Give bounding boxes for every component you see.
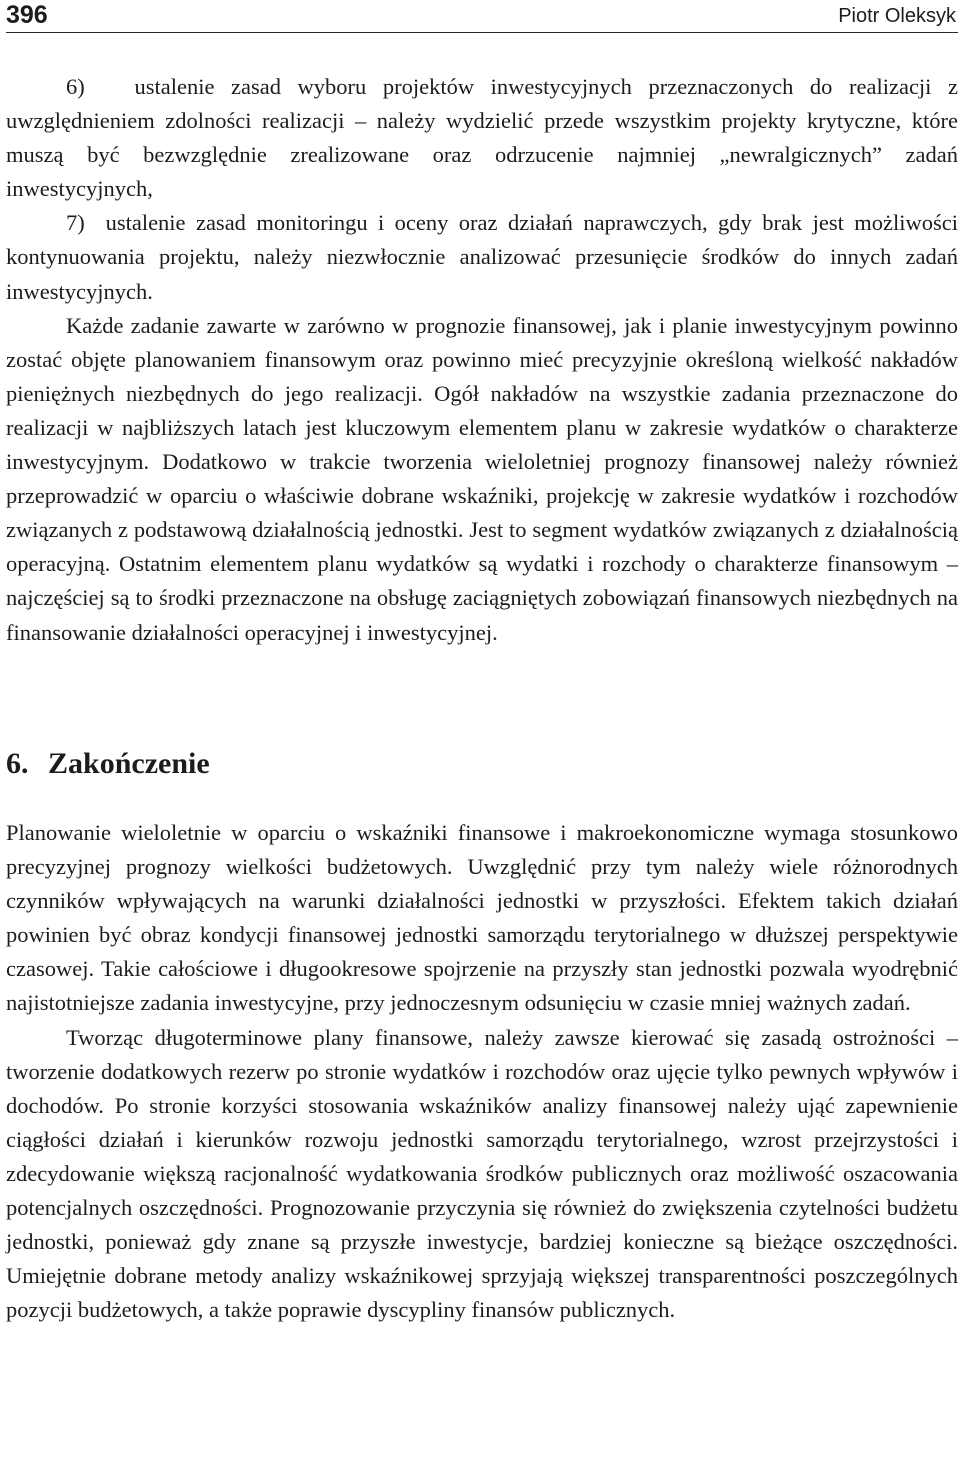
section-title: Zakończenie bbox=[48, 747, 210, 780]
section-number: 6. bbox=[6, 747, 29, 780]
running-head-author: Piotr Oleksyk bbox=[838, 5, 956, 27]
body-paragraph: Każde zadanie zawarte w zarówno w prognozie finansowej, jak i planie inwestycyjnym powinno zostać objęte planowaniem finansowym oraz powinno mieć precyzyjnie określoną wielkość nakładów pieniężnych niezbędnych do jego realizacji. Ogół nakładów na wszystkie zadania przeznaczone do realizacji w najbliższych latach jest kluczowym elementem planu w zakresie wydatków o charakterze inwestycyjnym. Dodatkowo w trakcie tworzenia wieloletniej prognozy finansowej należy również przeprowadzić w oparciu o właściwie dobrane wskaźniki, projekcję w zakresie wydatków i rozchodów związanych z podstawową działalnością jednostki. Jest to segment wydatków związanych z działalnością operacyjną. Ostatnim elementem planu wydatków są wydatki i rozchody o charakterze finansowym – najczęściej są to środki przeznaczone na obsługę zaciągniętych zobowiązań finansowych niezbędnych na finansowanie działalności operacyjnej i inwestycyjnej. bbox=[6, 312, 958, 645]
conclusion-paragraph-2: Tworząc długoterminowe plany finansowe, należy zawsze kierować się zasadą ostrożności – tworzenie dodatkowych rezerw po stronie wydatków i rozchodów oraz ujęcie tylko pewnych wpływów i dochodów. Po stronie korzyści stosowania wskaźników analizy finansowej należy ująć zapewnienie ciągłości działań i kierunków rozwoju jednostki samorządu terytorialnego, wzrost przejrzystości i zdecydowanie większą racjonalność wydatkowania środków publicznych oraz możliwość oszacowania potencjalnych oszczędności. Prognozowanie przyczynia się również do zwiększenia czytelności budżetu jednostki, ponieważ gdy znane są przyszłe inwestycje, bardziej konieczne są bieżące oszczędności. Umiejętnie dobrane metody analizy wskaźnikowej sprzyjają większej transparentności poszczególnych pozycji budżetowych, a także poprawie dyscypliny finansów publicznych. bbox=[6, 1024, 958, 1323]
section-heading bbox=[6, 742, 210, 786]
document-page bbox=[6, 0, 958, 1457]
page-number: 396 bbox=[6, 1, 48, 29]
list-item-6: 6) ustalenie zasad wyboru projektów inwestycyjnych przeznaczonych do realizacji z uwzględnieniem zdolności realizacji – należy wydzielić przede wszystkim projekty krytyczne, które muszą być bezwzględnie zrealizowane oraz odrzucenie najmniej „newralgicznych” zadań inwestycyjnych, bbox=[6, 74, 958, 202]
running-head bbox=[6, 0, 958, 33]
conclusion-section bbox=[6, 816, 958, 1327]
body-text-upper bbox=[6, 70, 958, 650]
list-item-7: 7) ustalenie zasad monitoringu i oceny oraz działań naprawczych, gdy brak jest możliwości kontynuowania projektu, należy niezwłocznie analizować przesunięcie środków do innych zadań inwestycyjnych. bbox=[6, 210, 958, 304]
conclusion-paragraph-1: Planowanie wieloletnie w oparciu o wskaźniki finansowe i makroekonomiczne wymaga stosunkowo precyzyjnej prognozy wielkości budżetowych. Uwzględnić przy tym należy wiele różnorodnych czynników wpływających na warunki działalności jednostki w przyszłości. Efektem takich działań powinien być obraz kondycji finansowej jednostki samorządu terytorialnego w dłuższej perspektywie czasowej. Takie całościowe i długookresowe spojrzenie na przyszły stan jednostki pozwala wyodrębnić najistotniejsze zadania inwestycyjne, przy jednoczesnym odsunięciu w czasie mniej ważnych zadań. bbox=[6, 820, 958, 1016]
